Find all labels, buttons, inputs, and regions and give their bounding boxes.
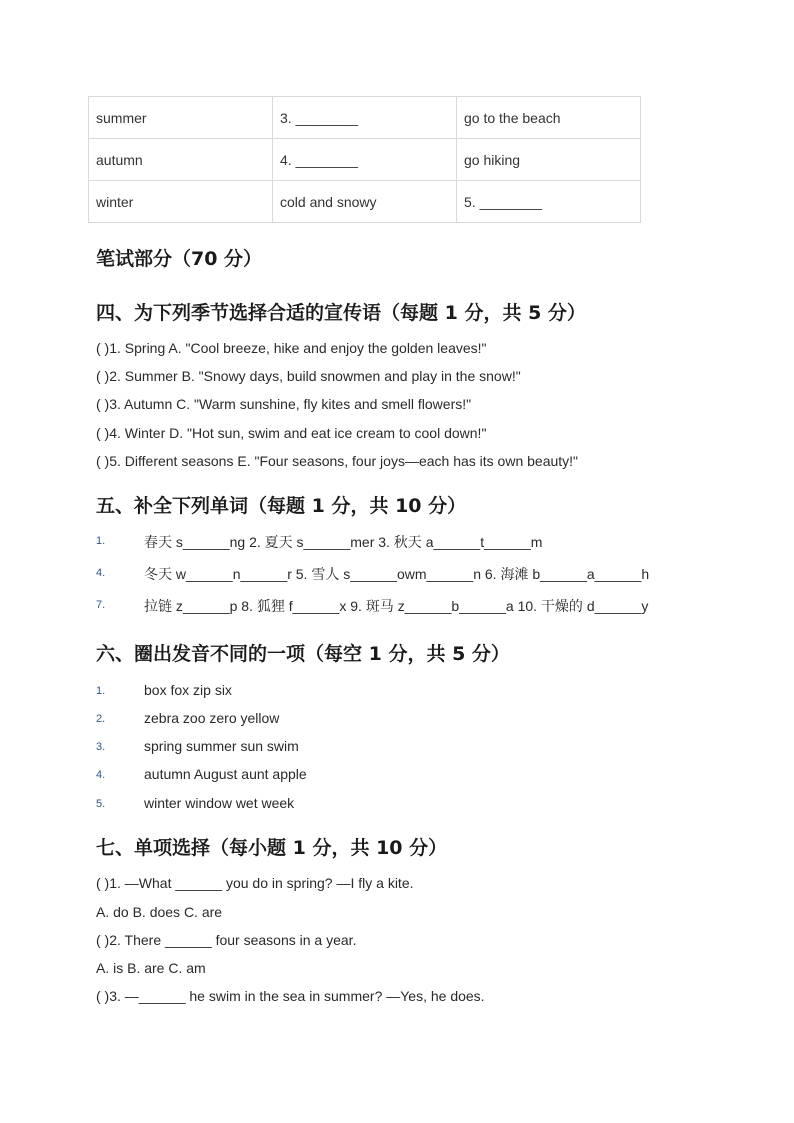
question-line: ( )4. Winter D. "Hot sun, swim and eat ice cream to cool down!" (96, 425, 487, 441)
list-number: 7. (96, 599, 106, 611)
table-cell: go to the beach (457, 97, 641, 139)
list-item: box fox zip six (144, 682, 232, 698)
list-item: 春天 s______ng 2. 夏天 s______mer 3. 秋天 a______t______m (144, 534, 543, 550)
list-item: zebra zoo zero yellow (144, 710, 280, 726)
question-line: ( )1. Spring A. "Cool breeze, hike and enjoy the golden leaves!" (96, 340, 487, 356)
list-number: 4. (96, 769, 106, 781)
list-item: spring summer sun swim (144, 738, 299, 754)
table-row (89, 97, 641, 139)
table-cell: go hiking (457, 139, 641, 181)
written-section-heading: 笔试部分（70 分） (96, 248, 263, 270)
table-cell: 3. ________ (273, 97, 457, 139)
table-cell: 5. ________ (457, 181, 641, 223)
table-row (89, 139, 641, 181)
season-table (88, 96, 641, 223)
section6-title: 六、圈出发音不同的一项（每空 1 分，共 5 分） (96, 643, 510, 665)
table-row (89, 181, 641, 223)
list-item: 冬天 w______n______r 5. 雪人 s______owm______n 6. 海滩 b______a______h (144, 566, 650, 582)
list-number: 3. (96, 741, 106, 753)
table-cell: autumn (89, 139, 273, 181)
list-number: 1. (96, 685, 106, 697)
options-line: A. is B. are C. am (96, 960, 206, 976)
question-line: ( )5. Different seasons E. "Four seasons, four joys—each has its own beauty!" (96, 453, 579, 469)
table-cell: winter (89, 181, 273, 223)
table-cell: 4. ________ (273, 139, 457, 181)
question-line: ( )3. Autumn C. "Warm sunshine, fly kites and smell flowers!" (96, 396, 472, 412)
list-number: 4. (96, 567, 106, 579)
question-line: ( )2. Summer B. "Snowy days, build snowmen and play in the snow!" (96, 368, 521, 384)
question-line: ( )3. —______ he swim in the sea in summer? —Yes, he does. (96, 988, 485, 1004)
question-line: ( )1. —What ______ you do in spring? —I fly a kite. (96, 875, 414, 891)
question-line: ( )2. There ______ four seasons in a year. (96, 932, 357, 948)
section5-title: 五、补全下列单词（每题 1 分，共 10 分） (96, 495, 467, 517)
options-line: A. do B. does C. are (96, 904, 223, 920)
section7-title: 七、单项选择（每小题 1 分，共 10 分） (96, 837, 448, 859)
list-item: autumn August aunt apple (144, 766, 307, 782)
list-number: 5. (96, 798, 106, 810)
list-number: 2. (96, 713, 106, 725)
list-number: 1. (96, 535, 106, 547)
list-item: 拉链 z______p 8. 狐狸 f______x 9. 斑马 z______b______a 10. 干燥的 d______y (144, 598, 649, 614)
table-cell: cold and snowy (273, 181, 457, 223)
table-cell: summer (89, 97, 273, 139)
list-item: winter window wet week (144, 795, 295, 811)
section4-title: 四、为下列季节选择合适的宣传语（每题 1 分，共 5 分） (96, 302, 586, 324)
